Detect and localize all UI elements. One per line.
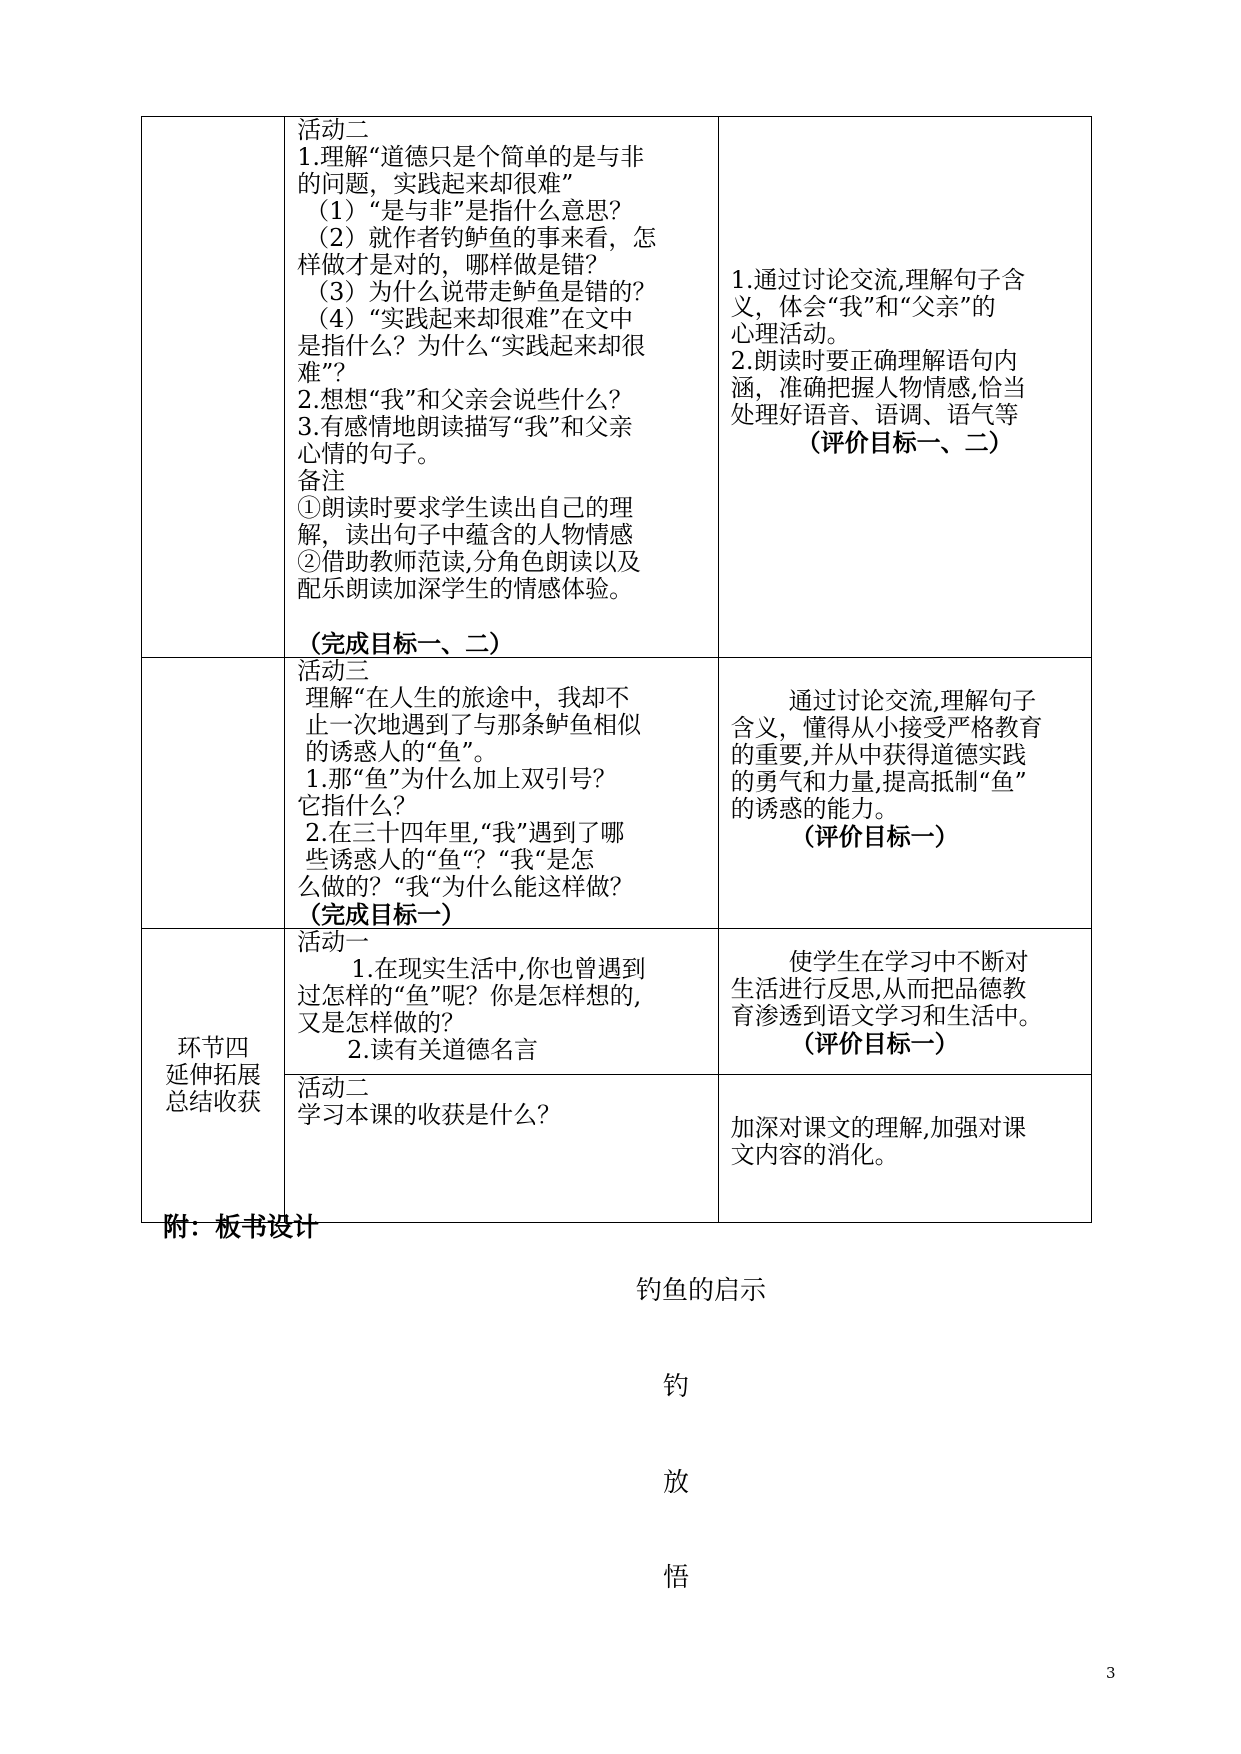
appendix-heading: 附：板书设计 <box>163 1213 320 1243</box>
lesson-plan-table <box>141 116 1092 1223</box>
stage-cell-empty <box>142 658 285 929</box>
activity-title: 活动三 <box>297 657 370 685</box>
complete-goal: （完成目标一、二） <box>297 629 514 658</box>
table-row <box>142 658 1092 929</box>
activity-cell: 活动一 1.在现实生活中,你也曾遇到 过怎样的“鱼”呢？你是怎样想的, 又是怎样做的？ 2.读有关道德名言 <box>285 929 718 1075</box>
evaluation-cell: 使学生在学习中不断对 生活进行反思,从而把品德教 育渗透到语文学习和生活中。 （评价目标一） <box>718 929 1091 1075</box>
activity-cell: 活动二 1.理解“道德只是个简单的是与非 的问题，实践起来却很难” （1）“是与非”是指什么意思？ （2）就作者钓鲈鱼的事来看，怎 样做才是对的，哪样做是错？ （3）为什么说带走鲈鱼是错的？ （4）“实践起来却很难”在文中 是指什么？为什么“实践起来却很 难”？ 2.想想“我”和父亲会说些什么？ 3.有感情地朗读描写“我”和父亲 心情的句子。 备注 ①朗读时要求学生读出自己的理 解，读出句子中蕴含的人物情感 ②借助教师范读,分角色朗读以及 配乐朗读加深学生的情感体验。 （完成目标一、二） <box>285 117 718 658</box>
stage-cell-empty <box>142 117 285 658</box>
board-item: 放 <box>663 1468 690 1498</box>
stage-cell: 环节四 延伸拓展 总结收获 <box>142 929 285 1223</box>
evaluation-goal: （评价目标一） <box>790 1029 959 1058</box>
activity-title: 活动二 <box>297 116 370 144</box>
page-number: 3 <box>1106 1664 1116 1682</box>
stage-name: 环节四 <box>177 1034 250 1062</box>
activity-title: 活动一 <box>297 928 370 956</box>
table-row <box>142 117 1092 658</box>
complete-goal: （完成目标一） <box>297 900 466 929</box>
activity-cell: 活动二 学习本课的收获是什么？ <box>285 1075 718 1223</box>
evaluation-cell: 通过讨论交流,理解句子 含义，懂得从小接受严格教育 的重要,并从中获得道德实践 的勇气和力量,提高抵制“鱼” 的诱惑的能力。 （评价目标一） <box>718 658 1091 929</box>
evaluation-cell: 加深对课文的理解,加强对课 文内容的消化。 <box>718 1075 1091 1223</box>
activity-cell: 活动三 理解“在人生的旅途中，我却不 止一次地遇到了与那条鲈鱼相似 的诱惑人的“鱼”。 1.那“鱼”为什么加上双引号？ 它指什么？ 2.在三十四年里,“我”遇到了哪 些诱惑人的“鱼“？“我“是怎 么做的？“我“为什么能这样做？ （完成目标一） <box>285 658 718 929</box>
evaluation-goal: （评价目标一、二） <box>796 428 1013 457</box>
board-item: 悟 <box>663 1563 690 1593</box>
board-item: 钓 <box>663 1372 690 1402</box>
evaluation-goal: （评价目标一） <box>790 822 959 851</box>
table-row <box>142 929 1092 1075</box>
table-row <box>142 1075 1092 1223</box>
board-title: 钓鱼的启示 <box>636 1276 767 1306</box>
activity-title: 活动二 <box>297 1074 370 1102</box>
evaluation-cell: 1.通过讨论交流,理解句子含 义，体会“我”和“父亲”的 心理活动。 2.朗读时要正确理解语句内 涵，准确把握人物情感,恰当 处理好语音、语调、语气等 （评价目标一、二） <box>718 117 1091 658</box>
